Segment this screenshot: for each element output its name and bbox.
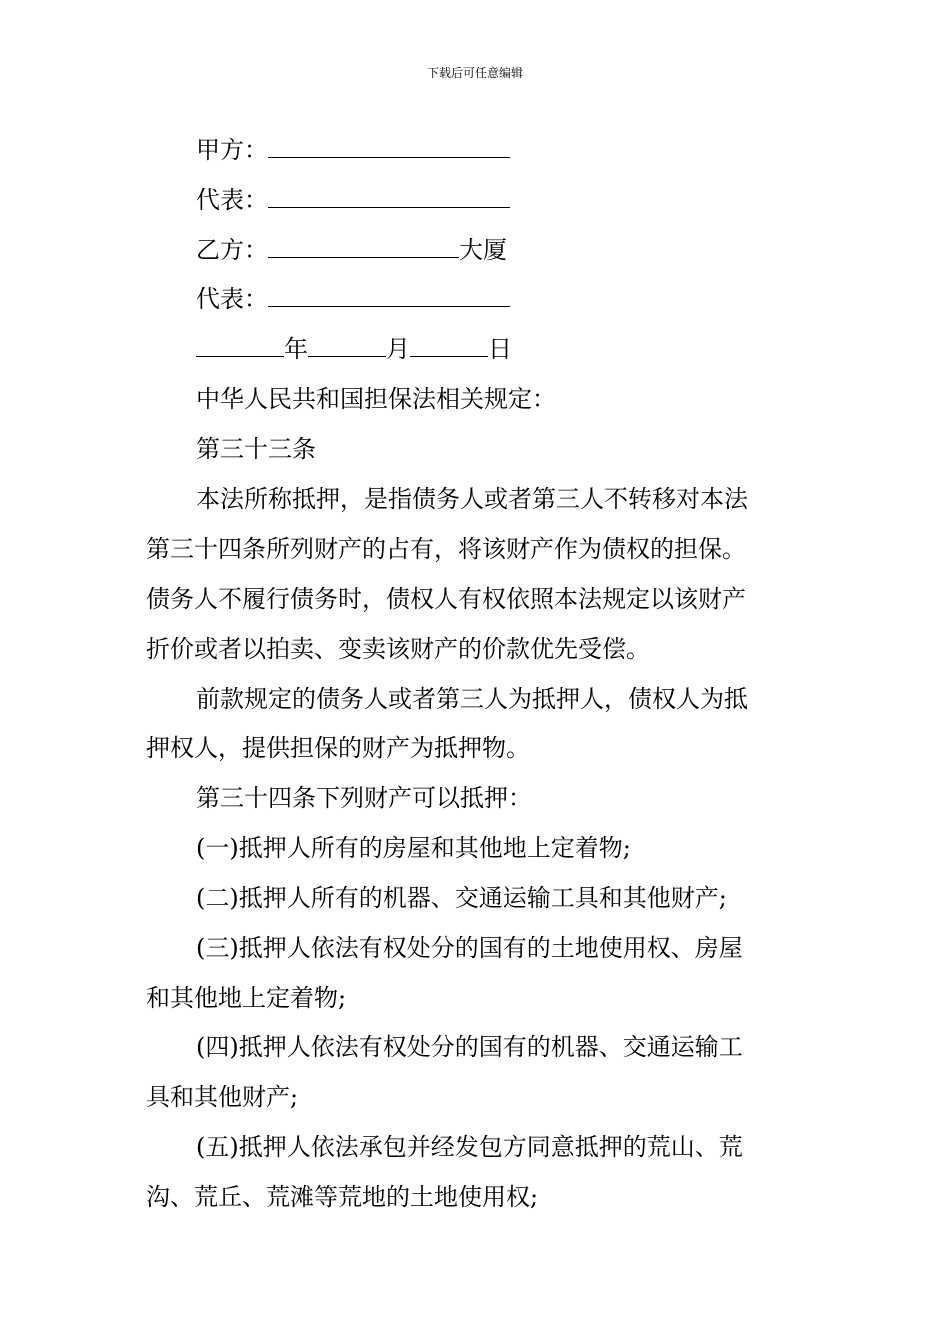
item-2: (二)抵押人所有的机器、交通运输工具和其他财产; <box>196 884 727 912</box>
law-heading: 中华人民共和国担保法相关规定： <box>196 385 556 413</box>
month-blank <box>308 334 386 357</box>
article-33-para1-line2: 第三十四条所列财产的占有，将该财产作为债权的担保。 <box>146 535 746 563</box>
party-a-line <box>196 133 510 167</box>
party-b-blank <box>268 235 459 258</box>
representative-b-line <box>196 282 510 316</box>
year-blank <box>196 334 284 357</box>
page-header-note: 下载后可任意编辑 <box>426 66 523 80</box>
day-label: 日 <box>488 335 512 363</box>
year-label: 年 <box>284 335 308 363</box>
representative-b-blank <box>268 284 510 307</box>
item-5-line2: 沟、荒丘、荒滩等荒地的土地使用权; <box>146 1183 539 1211</box>
article-33-para2-line2: 押权人，提供担保的财产为抵押物。 <box>146 734 530 762</box>
date-line <box>196 332 512 366</box>
representative-a-line <box>196 183 510 217</box>
item-5-line1: (五)抵押人依法承包并经发包方同意抵押的荒山、荒 <box>196 1133 743 1161</box>
article-33-para1-line1: 本法所称抵押，是指债务人或者第三人不转移对本法 <box>196 485 748 513</box>
article-33-para1-line3: 债务人不履行债务时，债权人有权依照本法规定以该财产 <box>146 585 746 613</box>
party-b-suffix: 大厦 <box>459 236 507 264</box>
item-1: (一)抵押人所有的房屋和其他地上定着物; <box>196 834 631 862</box>
party-a-label: 甲方： <box>196 136 268 164</box>
item-3-line2: 和其他地上定着物; <box>146 984 347 1012</box>
party-a-blank <box>268 135 510 158</box>
representative-b-label: 代表： <box>196 285 268 313</box>
representative-a-blank <box>268 185 510 208</box>
party-b-line <box>196 233 507 267</box>
article-33-title: 第三十三条 <box>196 435 316 463</box>
article-34-title: 第三十四条下列财产可以抵押： <box>196 784 532 812</box>
item-4-line1: (四)抵押人依法有权处分的国有的机器、交通运输工 <box>196 1033 743 1061</box>
item-3-line1: (三)抵押人依法有权处分的国有的土地使用权、房屋 <box>196 934 743 962</box>
day-blank <box>410 334 488 357</box>
representative-a-label: 代表： <box>196 186 268 214</box>
item-4-line2: 具和其他财产; <box>146 1083 299 1111</box>
month-label: 月 <box>386 335 410 363</box>
party-b-label: 乙方： <box>196 236 268 264</box>
article-33-para1-line4: 折价或者以拍卖、变卖该财产的价款优先受偿。 <box>146 635 650 663</box>
article-33-para2-line1: 前款规定的债务人或者第三人为抵押人，债权人为抵 <box>196 685 748 713</box>
